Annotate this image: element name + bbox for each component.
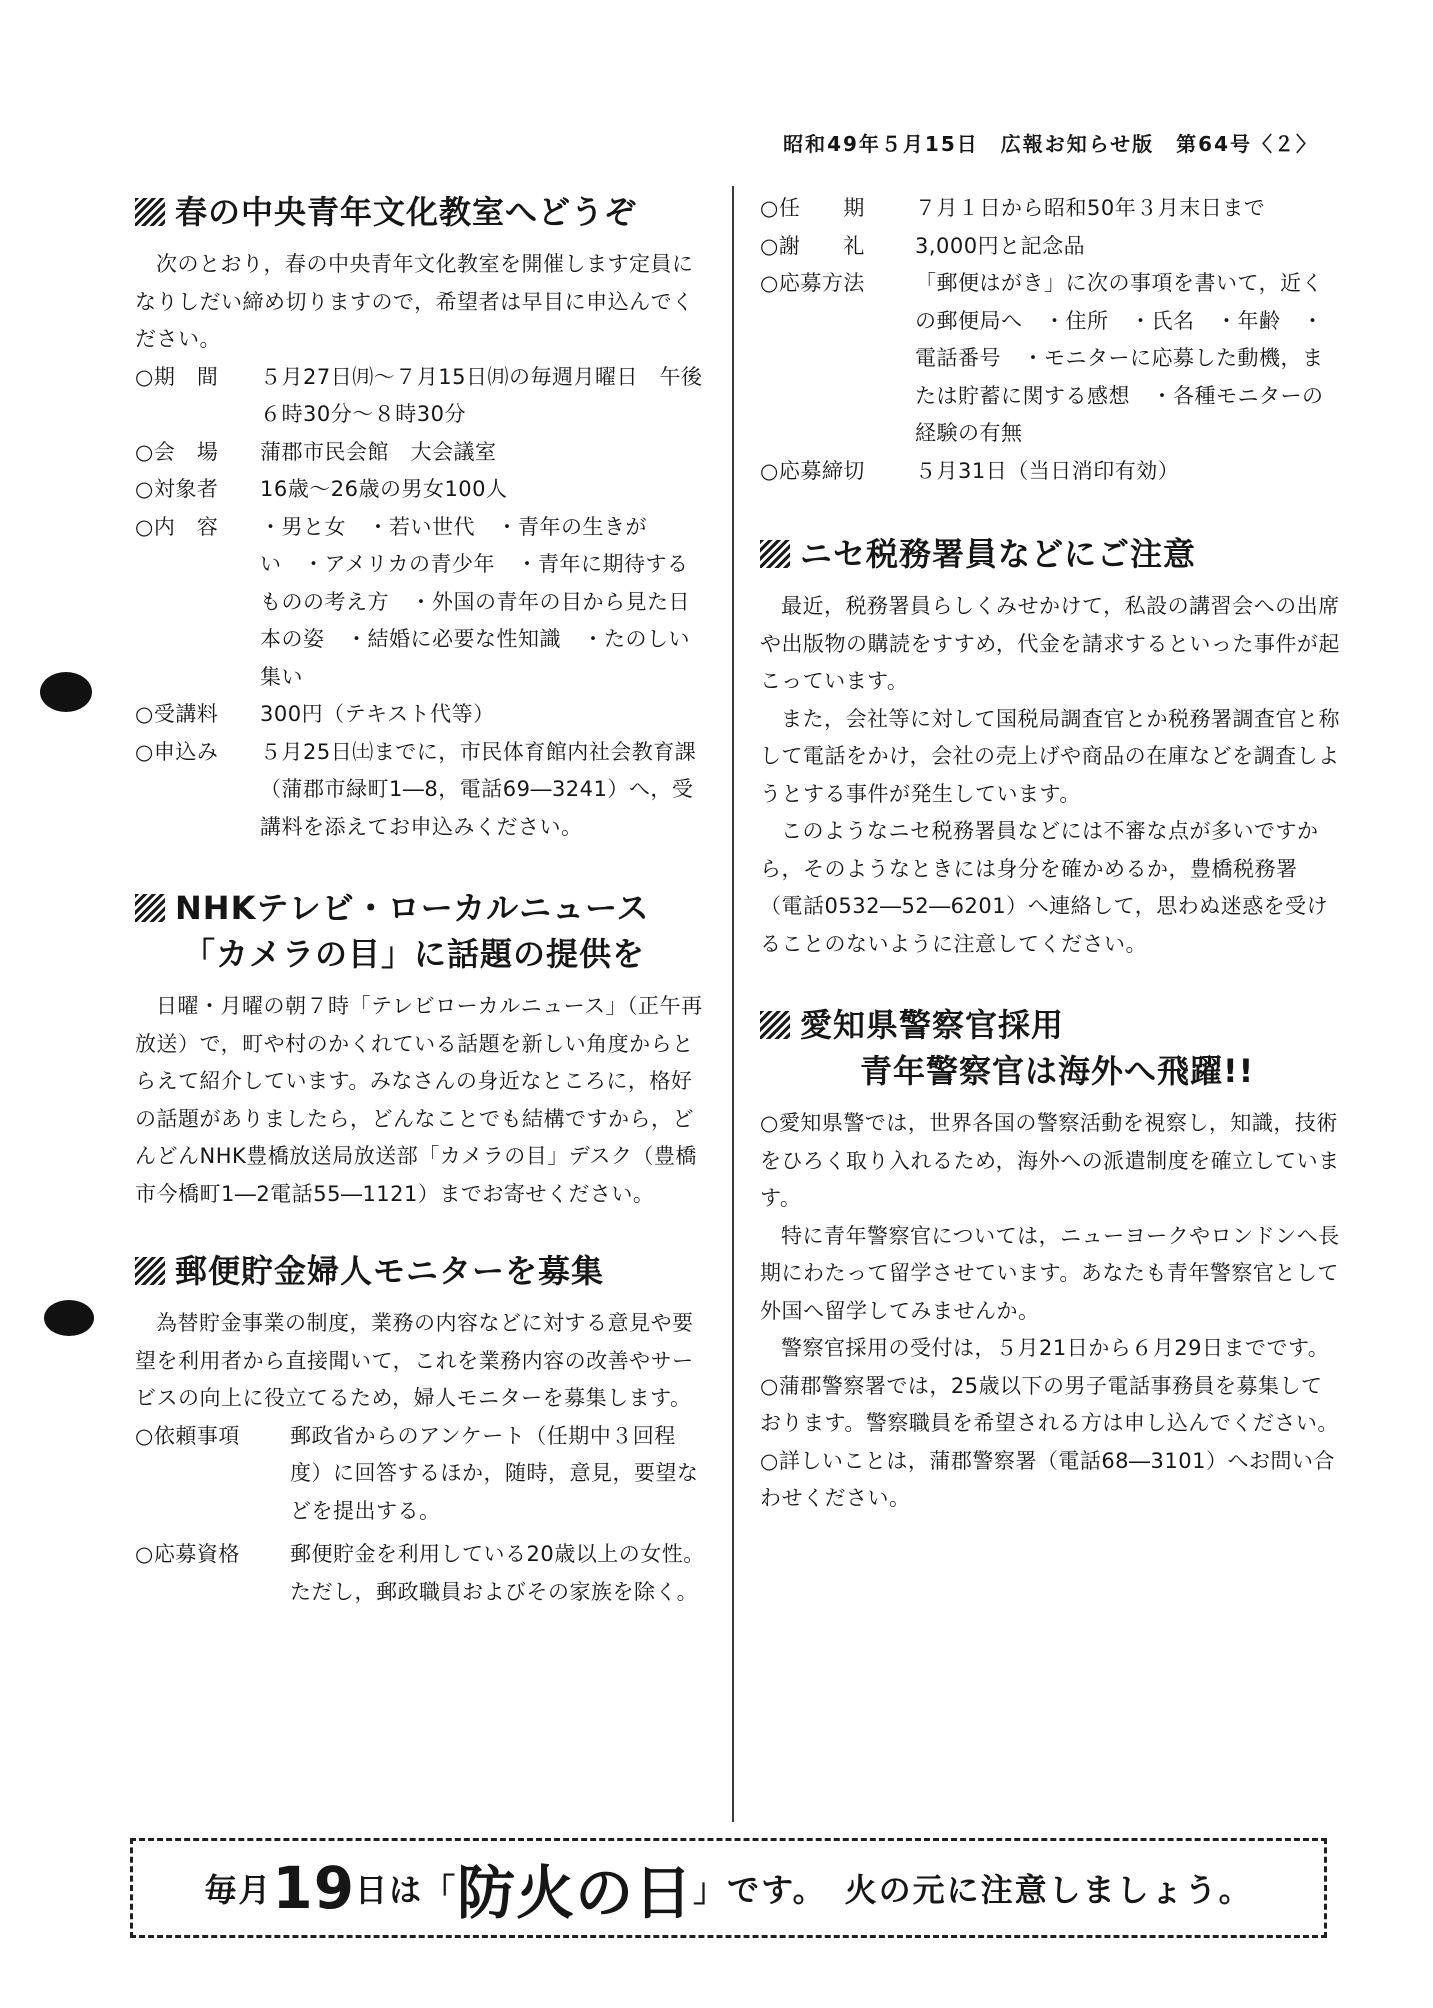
culture-item-period: ○期 間 ５月27日㈪〜７月15日㈪の毎週月曜日 午後６時30分〜８時30分 [135, 364, 703, 426]
nhk-body: 日曜・月曜の朝７時「テレビローカルニュース」（正午再放送）で，町や村のかくれている話題を新しい角度からとらえて紹介しています。みなさんの身近なところに，格好の話題がありましたら，どんなことでも結構ですから，どんどんNHK豊橋放送局放送部「カメラの目」デスク（豊橋市今橋町1―2電話55―1121）までお寄せください。 [135, 994, 703, 1206]
hatch-bullet-icon [135, 198, 165, 226]
left-column [135, 190, 705, 1611]
punch-hole-mark-upper [40, 672, 92, 712]
tax-para: また，会社等に対して国税局調査官とか税務署調査官と称して電話をかけ，会社の売上げや商品の在庫などを調査しようとする事件が発生しています。 [760, 706, 1340, 806]
police-para: ○愛知県警では，世界各国の警察活動を視察し，知識，技術をひろく取り入れるため，海外への派遣制度を確立しています。 [760, 1111, 1340, 1210]
culture-item-content: ○内 容 ・男と女 ・若い世代 ・青年の生きがい ・アメリカの青少年 ・青年に期待するものの考え方 ・外国の青年の目から見た日本の姿 ・結婚に必要な性知識 ・たのしい集い [135, 514, 690, 689]
police-para: ○詳しいことは，蒲郡警察署（電話68―3101）へお問い合わせください。 [760, 1448, 1335, 1510]
right-column [760, 190, 1340, 1518]
police-para: ○蒲郡警察署では，25歳以下の男子電話事務員を募集しております。警察職員を希望される方は申し込んでください。 [760, 1373, 1339, 1435]
tax-title: ニセ税務署員などにご注意 [760, 532, 1340, 576]
hatch-bullet-icon [135, 894, 165, 922]
postal-item-reward: ○謝 礼 3,000円と記念品 [760, 233, 1086, 258]
postal-article-continued [760, 190, 1340, 490]
culture-item-target: ○対象者 16歳〜26歳の男女100人 [135, 477, 508, 501]
postal-title: 郵便貯金婦人モニターを募集 [135, 1249, 705, 1293]
postal-item-term: ○任 期 ７月１日から昭和50年３月末日まで [760, 196, 1266, 220]
nhk-subtitle: 「カメラの目」に話題の提供を [183, 935, 646, 973]
nhk-title: NHKテレビ・ローカルニュース [135, 886, 705, 930]
postal-item-deadline: ○応募締切 ５月31日（当日消印有効） [760, 458, 1180, 483]
police-para: 特に青年警察官については，ニューヨークやロンドンへ長期にわたって留学させています。あなたも青年警察官として外国へ留学してみませんか。 [760, 1223, 1340, 1323]
postal-item-request: ○依頼事項 郵政省からのアンケート（任期中３回程度）に回答するほか，随時，意見，要望などを提出する。 [135, 1423, 699, 1523]
culture-item-venue: ○会 場 蒲郡市民会館 大会議室 [135, 439, 497, 464]
banner-day-number: 19 [272, 1854, 356, 1922]
postal-item-method: ○応募方法 「郵便はがき」に次の事項を書いて，近くの郵便局へ ・住所 ・氏名 ・年齢 ・電話番号 ・モニターに応募した動機，または貯蓄に関する感想 ・各種モニターの経験の有無 [760, 271, 1324, 445]
hatch-bullet-icon [135, 1257, 165, 1285]
hatch-bullet-icon [760, 1011, 790, 1039]
culture-title: 春の中央青年文化教室へどうぞ [135, 190, 705, 234]
tax-para: 最近，税務署員らしくみせかけて，私設の講習会への出席や出版物の購読をすすめ，代金を請求するといった事件が起こっています。 [760, 594, 1340, 693]
culture-item-apply: ○申込み ５月25日㈯までに，市民体育館内社会教育課（蒲郡市緑町1―8，電話69―3241）へ，受講料を添えてお申込みください。 [135, 739, 697, 839]
fire-prevention-banner: 毎月 19 日は「 防火の日 」です。 火の元に注意しましょう。 [130, 1838, 1327, 1938]
police-para: 警察官採用の受付は，５月21日から６月29日までです。 [781, 1336, 1330, 1360]
culture-article [135, 190, 705, 846]
police-title: 愛知県警察官採用 [760, 1003, 1340, 1047]
column-divider [732, 186, 734, 1822]
tax-article [760, 532, 1340, 963]
postal-item-eligibility: ○応募資格 郵便貯金を利用している20歳以上の女性。ただし，郵政職員およびその家族を除く。 [135, 1542, 705, 1604]
page-header: 昭和49年５月15日 広報お知らせ版 第64号〈２〉 [783, 132, 1318, 156]
tax-para: このようなニセ税務署員などには不審な点が多いですから，そのようなときには身分を確かめるか，豊橋税務署（電話0532―52―6201）へ連絡して，思わぬ迷惑を受けることのないように注意してください。 [760, 819, 1329, 956]
police-article [760, 1003, 1340, 1518]
postal-intro: 為替貯金事業の制度，業務の内容などに対する意見や要望を利用者から直接聞いて，これを業務内容の改善やサービスの向上に役立てるため，婦人モニターを募集します。 [135, 1311, 694, 1410]
culture-item-fee: ○受講料 300円（テキスト代等） [135, 702, 495, 726]
hatch-bullet-icon [760, 540, 790, 568]
postal-article [135, 1249, 705, 1611]
police-subtitle: 青年警察官は海外へ飛躍!! [860, 1052, 1255, 1090]
banner-fire-day: 防火の日 [457, 1859, 694, 1927]
culture-intro: 次のとおり，春の中央青年文化教室を開催します定員になりしだい締め切りますので，希望者は早目に申込んでください。 [135, 252, 694, 351]
nhk-article [135, 886, 705, 1213]
punch-hole-mark-lower [44, 1300, 94, 1336]
